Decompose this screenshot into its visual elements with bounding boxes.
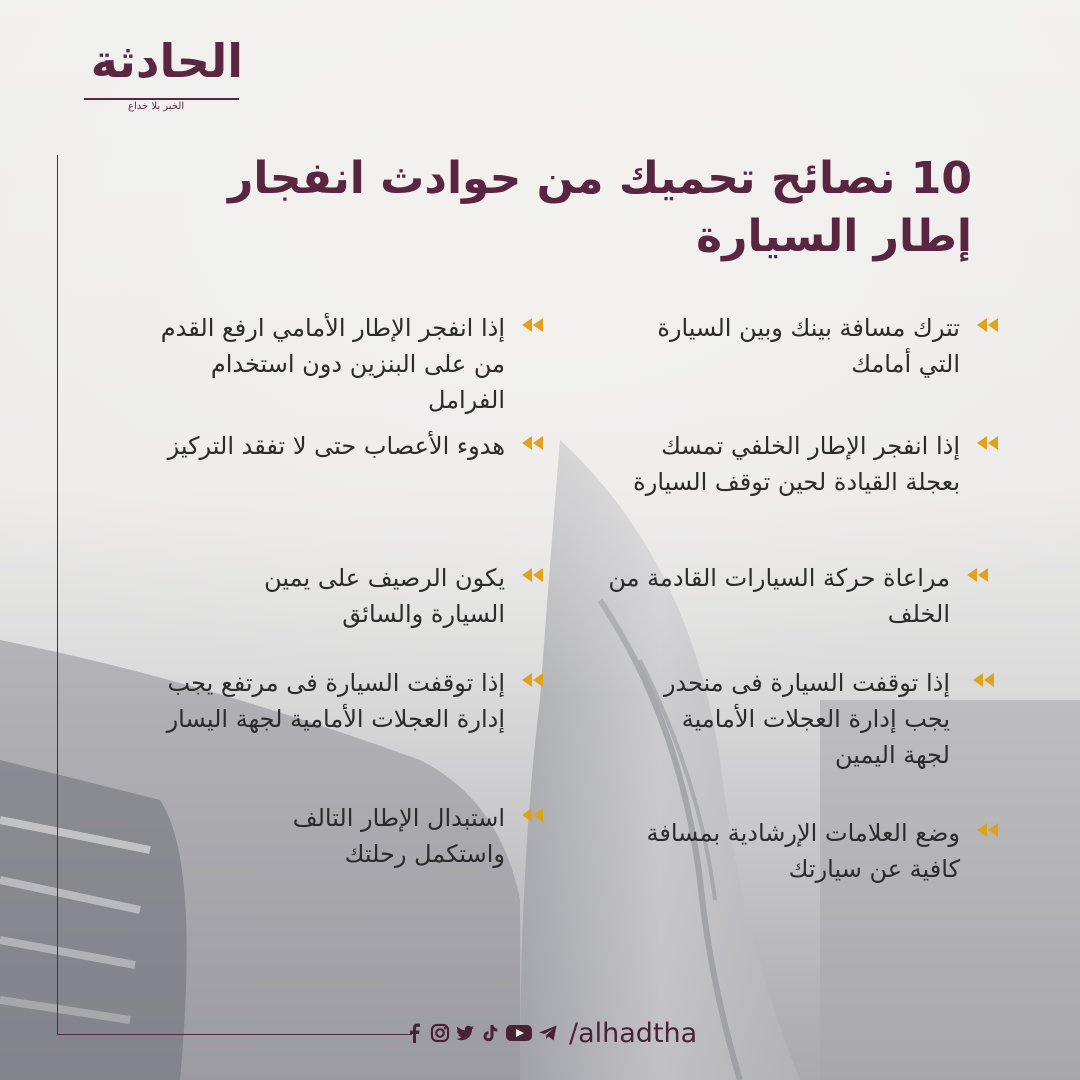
tip-right-5 [630, 815, 960, 887]
frame-line-horizontal [57, 1034, 412, 1035]
tip-text: إذا توقفت السيارة فى مرتفع يجب إدارة العجلات الأمامية لجهة اليسار [166, 669, 505, 733]
logo-tagline: الخبر بلا خداع [128, 101, 185, 112]
logo-text: الحادثة [90, 34, 243, 88]
double-arrow-icon [970, 671, 998, 689]
tip-text: يكون الرصيف على يمين السيارة والسائق [264, 564, 505, 628]
double-arrow-icon [964, 566, 992, 584]
youtube-icon[interactable] [505, 1023, 533, 1043]
logo-underline [84, 98, 239, 100]
tiktok-icon[interactable] [480, 1023, 500, 1043]
double-arrow-icon [519, 434, 547, 452]
double-arrow-icon [519, 566, 547, 584]
facebook-icon[interactable] [405, 1023, 425, 1043]
double-arrow-icon [974, 434, 1002, 452]
tip-left-1 [145, 310, 505, 418]
instagram-icon[interactable] [430, 1023, 450, 1043]
tip-right-2 [630, 428, 960, 500]
telegram-icon[interactable] [538, 1023, 558, 1043]
tip-text: إذا انفجر الإطار الأمامي ارفع القدم من على البنزين دون استخدام الفرامل [160, 314, 505, 414]
double-arrow-icon [519, 806, 547, 824]
brand-logo [78, 34, 243, 114]
tip-text: تترك مسافة بينك وبين السيارة التي أمامك [657, 314, 960, 378]
tip-right-3 [600, 560, 950, 632]
tip-text: إذا انفجر الإطار الخلفي تمسك بعجلة القيادة لحين توقف السيارة [633, 432, 960, 496]
tip-text: استبدال الإطار التالف واستكمل رحلتك [292, 804, 505, 868]
page-title: 10 نصائح تحميك من حوادث انفجار إطار السيارة [228, 153, 972, 262]
frame-line-vertical [57, 155, 58, 1035]
tip-left-4 [135, 665, 505, 737]
tip-text: مراعاة حركة السيارات القادمة من الخلف [608, 564, 950, 628]
tip-text: هدوء الأعصاب حتى لا تفقد التركيز [167, 432, 505, 460]
double-arrow-icon [974, 316, 1002, 334]
tip-right-4 [640, 665, 950, 773]
tip-right-1 [640, 310, 960, 382]
tip-text: إذا توقفت السيارة فى منحدر يجب إدارة العجلات الأمامية لجهة اليمين [663, 669, 950, 769]
tip-left-3 [190, 560, 505, 632]
social-bar [405, 1016, 697, 1050]
tip-left-5 [230, 800, 505, 872]
double-arrow-icon [519, 671, 547, 689]
double-arrow-icon [974, 821, 1002, 839]
twitter-icon[interactable] [455, 1023, 475, 1043]
tip-text: وضع العلامات الإرشادية بمسافة كافية عن سيارتك [646, 819, 960, 883]
tip-left-2 [150, 428, 505, 464]
double-arrow-icon [519, 316, 547, 334]
social-handle[interactable]: /alhadtha [569, 1017, 698, 1049]
